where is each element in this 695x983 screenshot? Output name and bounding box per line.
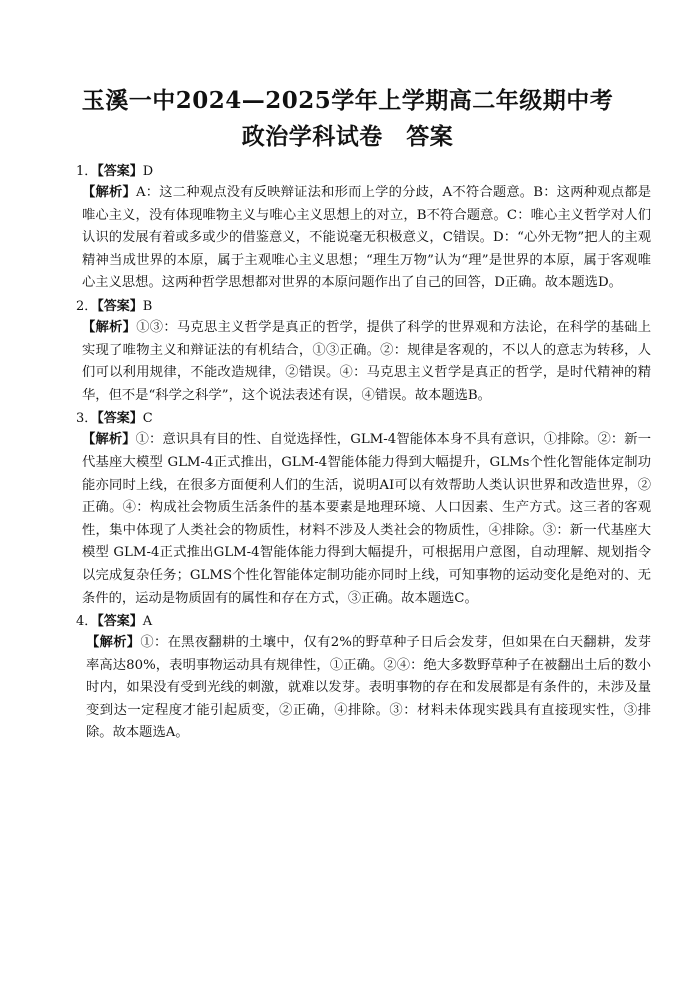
question-1 xyxy=(76,162,651,295)
question-4-header xyxy=(76,612,651,632)
question-number: 4． xyxy=(76,614,98,630)
analysis-label: 【解析】 xyxy=(82,319,137,335)
analysis-text: A：这二种观点没有反映辩证法和形而上学的分歧，A不符合题意。B：这两种观点都是唯心主义，没有体现唯物主义与唯心主义思想上的对立，B不符合题意。C：唯心主义哲学对人们认识的发展有着或多或少的借鉴意义，不能说毫无积极意义，C错误。D：“心外无物”把人的主观精神当成世界的本原，属于主观唯心主义思想；“理生万物”认为“理”是世界的本原，属于客观唯心主义思想。这两种哲学思想都对世界的本原问题作出了自己的回答，D正确。故本题选D。 xyxy=(82,185,651,291)
question-number: 2． xyxy=(76,298,98,314)
question-2-header xyxy=(76,297,651,317)
question-4 xyxy=(76,612,651,745)
answer-label: 【答案】 xyxy=(97,614,143,630)
answer-value: D xyxy=(142,164,154,179)
question-3-analysis xyxy=(76,429,651,610)
question-number: 1． xyxy=(76,164,98,179)
analysis-label: 【解析】 xyxy=(86,635,141,651)
analysis-label: 【解析】 xyxy=(82,185,136,200)
answer-value: A xyxy=(142,614,153,630)
answer-value: C xyxy=(142,411,153,427)
question-1-header xyxy=(76,162,651,182)
document-title: 玉溪一中2024—2025学年上学期高二年级期中考 xyxy=(81,87,614,114)
question-2 xyxy=(76,297,651,407)
question-4-analysis xyxy=(76,632,651,745)
analysis-text: ①：在黑夜翻耕的土壤中，仅有2%的野草种子日后会发芽，但如果在白天翻耕，发芽率高达80%，表明事物运动具有规律性，①正确。②④：绝大多数野草种子在被翻出土后的数小时内，如果没有受到光线的刺激，就难以发芽。表明事物的存在和发展都是有条件的，未涉及量变到达一定程度才能引起质变，②正确，④排除。③：材料未体现实践具有直接现实性，③排除。故本题选A。 xyxy=(86,635,651,741)
answer-label: 【答案】 xyxy=(97,411,143,427)
question-2-analysis xyxy=(76,317,651,407)
question-3 xyxy=(76,409,651,610)
question-3-header xyxy=(76,409,651,429)
question-number: 3． xyxy=(76,411,98,427)
answer-value: B xyxy=(142,298,153,314)
analysis-label: 【解析】 xyxy=(82,432,136,448)
analysis-text: ①③：马克思主义哲学是真正的哲学，提供了科学的世界观和方法论，在科学的基础上实现了唯物主义和辩证法的有机结合，①③正确。②：规律是客观的，不以人的意志为转移，人们可以利用规律，不能改造规律，②错误。④：马克思主义哲学是真正的哲学，是时代精神的精华，但不是“科学之科学”，这个说法表述有误，④错误。故本题选B。 xyxy=(82,319,652,403)
answer-label: 【答案】 xyxy=(97,298,143,314)
answer-label: 【答案】 xyxy=(97,164,143,179)
question-1-analysis xyxy=(76,182,651,295)
document-subtitle: 政治学科试卷 答案 xyxy=(241,123,454,150)
analysis-text: ①：意识具有目的性、自觉选择性，GLM-4智能体本身不具有意识，①排除。②：新一代基座大模型 GLM-4正式推出，GLM-4智能体能力得到大幅提升，GLMs个性化智能体定制功能亦同时上线，在很多方面便利人们的生活，说明AI可以有效帮助人类认识世界和改造世界，②正确。④：构成社会物质生活条件的基本要素是地理环境、人口因素、生产方式。这三者的客观性，集中体现了人类社会的物质性，材料不涉及人类社会的物质性，④排除。③：新一代基座大模型 GLM-4正式推出GLM-4智能体能力得到大幅提升，可根据用户意图，自动理解、规划指令以完成复杂任务；GLMS个性化智能体定制功能亦同时上线，可知事物的运动变化是绝对的、无条件的，运动是物质固有的属性和存在方式，③正确。故本题选C。 xyxy=(82,432,651,606)
